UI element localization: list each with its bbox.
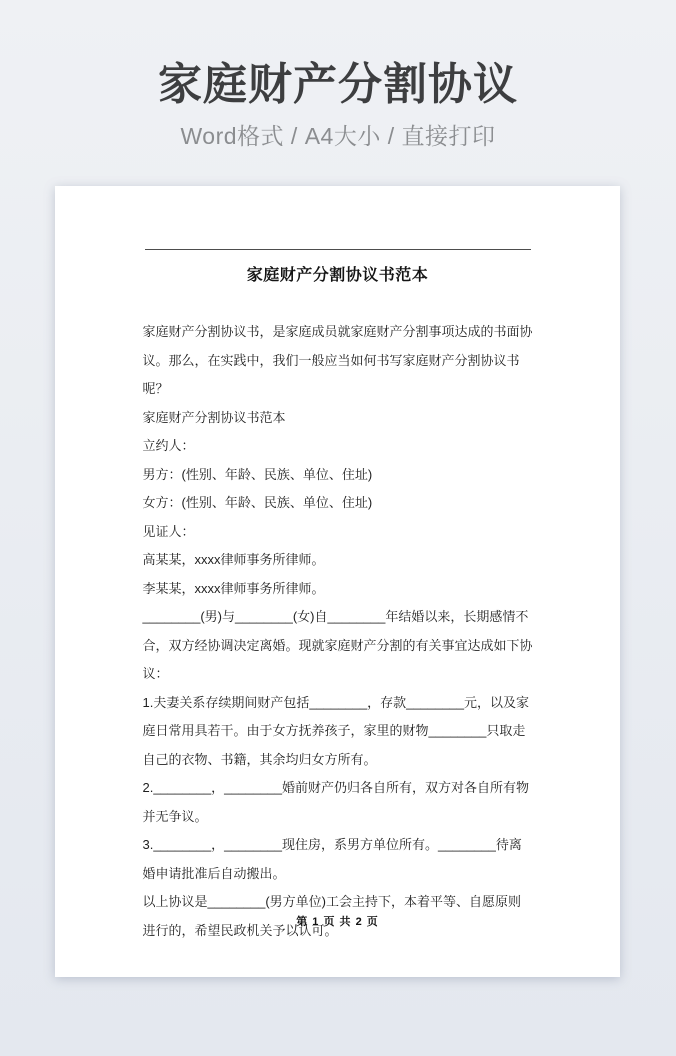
document-body bbox=[143, 318, 533, 945]
page-number-footer: 第 1 页 共 2 页 bbox=[296, 916, 379, 928]
document-paragraph: 女方：(性别、年龄、民族、单位、住址) bbox=[142, 495, 373, 510]
document-paragraph: 以上协议是________(男方单位)工会主持下，本着平等、自愿原则进行的，希望民政机关予以认可。 bbox=[142, 894, 521, 938]
header bbox=[0, 0, 676, 150]
document-header-rule bbox=[145, 249, 531, 250]
document-paragraph: 男方：(性别、年龄、民族、单位、住址) bbox=[142, 466, 373, 482]
document-paragraph: 立约人： bbox=[142, 438, 195, 453]
document-paragraph: 1.夫妻关系存续期间财产包括________，存款________元，以及家庭日常用具若干。由于女方抚养孩子，家里的财物________只取走自己的衣物、书籍，其余均归女方所有。 bbox=[142, 694, 530, 767]
document-paragraph: 3.________，________现住房，系男方单位所有。________待离婚申请批准后自动搬出。 bbox=[142, 837, 522, 881]
document-paragraph: 2.________，________婚前财产仍归各自所有，双方对各自所有物并无争议。 bbox=[142, 780, 530, 824]
document-paragraph: 见证人： bbox=[142, 523, 195, 539]
document-paragraph: 高某某，xxxx律师事务所律师。 bbox=[142, 552, 325, 567]
document-paragraph: 李某某，xxxx律师事务所律师。 bbox=[142, 580, 325, 596]
document-paragraph: ________(男)与________(女)自________年结婚以来，长期感情不合，双方经协调决定离婚。现就家庭财产分割的有关事宜达成如下协议： bbox=[142, 609, 533, 681]
document-paragraph: 家庭财产分割协议书范本 bbox=[142, 409, 286, 425]
page-title: 家庭财产分割协议 bbox=[158, 60, 518, 109]
document-title: 家庭财产分割协议书范本 bbox=[246, 267, 429, 284]
page-subtitle: Word格式 / A4大小 / 直接打印 bbox=[180, 122, 496, 149]
document-preview-page bbox=[55, 186, 620, 977]
document-paragraph: 家庭财产分割协议书，是家庭成员就家庭财产分割事项达成的书面协议。那么，在实践中，我们一般应当如何书写家庭财产分割协议书呢？ bbox=[142, 324, 533, 396]
